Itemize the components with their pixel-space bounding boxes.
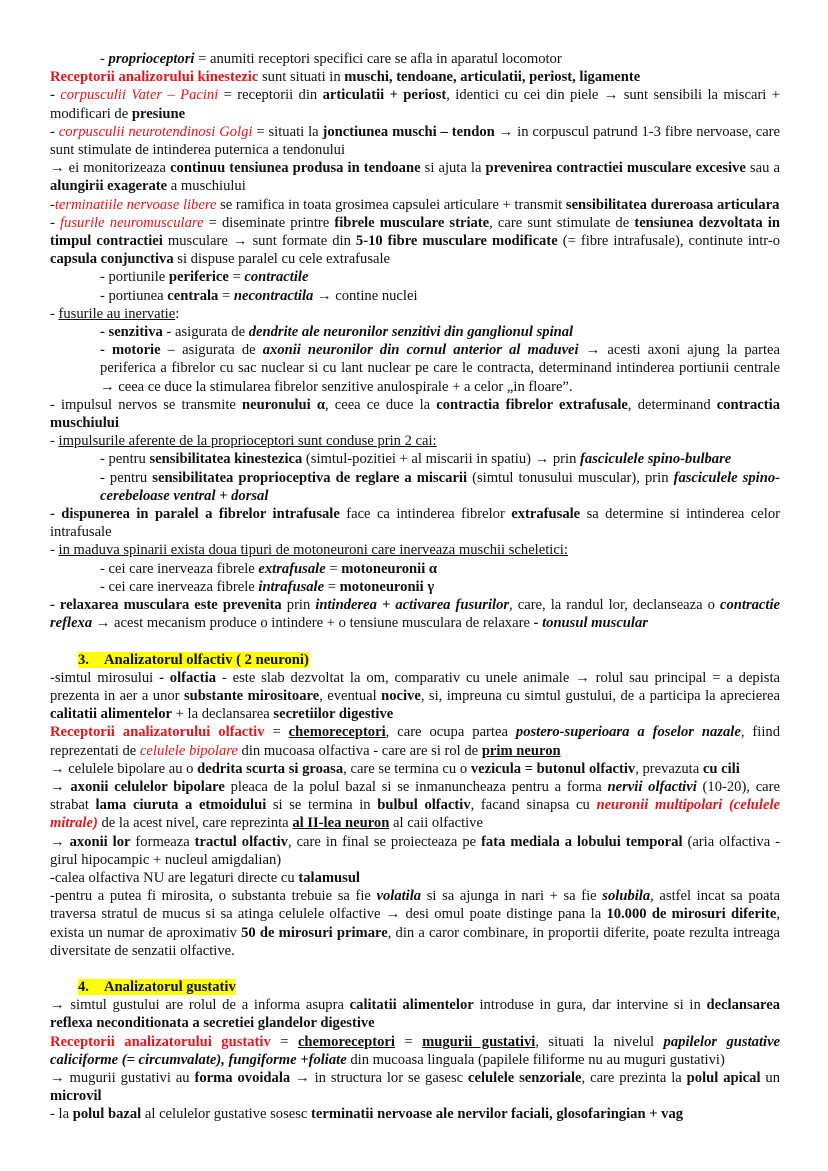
text-run: - (50, 305, 59, 322)
text-run: periferice (168, 269, 229, 286)
text-run: tractul olfactiv (194, 833, 288, 850)
text-run: sunt situati in (258, 69, 345, 86)
text-run: - motorie (100, 342, 161, 359)
text-run: , fiind reprezentati de (50, 724, 780, 759)
text-run: - (100, 51, 109, 67)
text-run: contractie reflexa (50, 597, 780, 632)
text-run: , determinand (627, 396, 717, 413)
text-run: , facand sinapsa cu (470, 797, 597, 814)
paragraph (50, 159, 780, 195)
text-run: sa determine si intinderea celor intrafusale (50, 506, 780, 541)
highlighted-heading (78, 652, 309, 668)
text-run: sensibilitatea proprioceptiva de reglare a miscarii (152, 469, 468, 486)
paragraph (50, 123, 780, 159)
paragraph (50, 1069, 780, 1105)
text-run: secretiilor digestive (273, 706, 394, 723)
text-run: Receptorii analizatorului gustativ (50, 1033, 271, 1050)
text-run: , care ocupa partea (385, 724, 516, 741)
paragraph (50, 596, 780, 632)
heading-title: Analizatorul olfactiv ( 2 neuroni) (104, 651, 309, 668)
text-run: mugurii gustativi (422, 1033, 536, 1050)
paragraph (50, 305, 780, 323)
heading-title: Analizatorul gustativ (104, 978, 236, 995)
text-run: , care se termina cu o (343, 760, 471, 777)
text-run: tensiunea dezvoltata in timpul contractiei (50, 214, 780, 250)
text-run: un (760, 1069, 781, 1086)
text-run: vezicula = butonul olfactiv (470, 760, 636, 777)
text-run: , care sunt stimulate de (489, 214, 635, 231)
text-run: 5-10 fibre musculare modificate (355, 233, 558, 250)
text-run: solubila (602, 888, 651, 905)
text-run: -calea olfactiva NU are legaturi directe cu (50, 869, 299, 886)
text-run: microvil (50, 1088, 102, 1105)
text-run: substante mirositoare (183, 687, 320, 704)
text-run: - (50, 123, 59, 140)
text-run: din mucoasa linguala (papilele filiforme nu au muguri gustativi) (346, 1051, 725, 1068)
text-run: sensibilitatea kinestezica (149, 451, 303, 468)
text-run: - portiunea (100, 287, 168, 304)
text-run: cu cili (702, 760, 740, 777)
paragraph (50, 760, 780, 778)
text-run: , care in final se proiecteaza pe (287, 833, 482, 850)
text-run: neuronii multipolari (celulele mitrale) (50, 797, 780, 832)
text-run: volatila (376, 888, 422, 905)
text-run: - pentru (100, 451, 150, 468)
text-run: - (50, 542, 59, 559)
text-run: jonctiunea muschi – tendon (322, 123, 495, 140)
text-run: fata mediala a lobului temporal (481, 833, 683, 850)
text-run: , situati la nivelul (535, 1033, 664, 1050)
text-run: lama ciuruta a etmoidului (95, 797, 267, 814)
text-run: → in corpuscul patrund 1-3 fibre nervoase, care sunt stimulate de intinderea puternica a tendonului (50, 123, 781, 159)
text-run: - este slab dezvoltat la om, comparativ cu unele animale → rolul sau principal = a depista prezenta in aer a unor (50, 669, 780, 704)
text-run: al caii olfactive (389, 815, 483, 832)
heading-number: 3. (78, 651, 89, 668)
text-run: chemoreceptori (297, 1033, 395, 1050)
paragraph (50, 396, 780, 432)
text-run: : (175, 305, 180, 322)
section-heading (50, 651, 780, 669)
text-run: nocive (381, 687, 421, 704)
text-run: al II-lea neuron (292, 815, 390, 832)
text-run: sensibilitatea dureroasa articulara (565, 196, 780, 213)
text-run: = (228, 269, 245, 286)
text-run: , exista un numar de aproximativ (50, 906, 780, 941)
paragraph (50, 432, 780, 450)
text-run: – asigurata de (160, 342, 263, 359)
text-run: - (50, 196, 55, 213)
text-run: continuu tensiunea produsa in tendoane (170, 160, 421, 177)
text-run: calitatii alimentelor (50, 706, 172, 723)
text-run: , identici cu cei din piele → sunt sensibili la miscari + modificari de (50, 87, 780, 122)
text-run: contractile (244, 269, 309, 286)
text-run: → mugurii gustativi au (50, 1069, 195, 1086)
text-run: pleaca de la polul bazal si se inmanuncheaza pentru a forma (224, 778, 608, 795)
text-run: intinderea + activarea fusurilor (315, 597, 510, 614)
text-run: forma ovoidala (194, 1069, 291, 1086)
text-run: - (50, 433, 59, 450)
text-run: se ramifica in toata grosimea capsulei articulare + transmit (216, 196, 566, 213)
text-run: → simtul gustului are rolul de a informa asupra (50, 997, 350, 1014)
text-run: - portiunile (100, 269, 169, 286)
paragraph (50, 196, 780, 214)
text-run: - impulsul nervos se transmite (50, 396, 242, 413)
indented-paragraph (50, 560, 780, 578)
text-run: papilelor gustative caliciforme (= circumvalate), fungiforme +foliate (50, 1033, 781, 1068)
paragraph (50, 214, 780, 269)
text-run: polul bazal (72, 1106, 142, 1123)
text-run: , care prezinta la (581, 1069, 687, 1086)
text-run: Receptorii analizorului kinestezic (50, 69, 259, 86)
text-run: dendrite ale neuronilor senzitivi din ganglionul spinal (248, 324, 574, 341)
text-run: fusurile neuromusculare (60, 214, 204, 231)
text-run: fasciculele spino-bulbare (580, 451, 732, 468)
text-run: talamusul (298, 869, 360, 886)
paragraph (50, 1105, 780, 1123)
indented-paragraph (50, 323, 780, 341)
text-run: proprioceptori (108, 51, 195, 67)
text-run: axonii celulelor bipolare (70, 778, 225, 795)
text-run: si se termina in (266, 797, 378, 814)
text-run: = anumiti receptori specifici care se afla in aparatul locomotor (194, 51, 562, 67)
text-run: - senzitiva (100, 324, 163, 341)
text-run: si dispuse paralel cu cele extrafusale (173, 251, 391, 268)
text-run: celulele senzoriale (468, 1069, 582, 1086)
text-run: calitatii alimentelor (349, 997, 474, 1014)
text-run: = situati la (252, 123, 323, 140)
text-run: terminatii nervoase ale nervilor faciali, glosofaringian + vag (311, 1106, 684, 1123)
text-run: si ajuta la (420, 160, 486, 177)
paragraph (50, 778, 780, 833)
text-run: alungirii exagerate (50, 178, 168, 195)
text-run: → ei monitorizeaza (50, 160, 171, 177)
text-run: - tonusul muscular (533, 615, 648, 632)
paragraph (50, 505, 780, 541)
indented-paragraph (50, 287, 780, 305)
text-run: declansarea reflexa neconditionata a secretiei glandelor digestive (50, 997, 780, 1032)
text-run: → (50, 778, 71, 795)
text-run: de la acest nivel, care reprezinta (97, 815, 293, 832)
text-run: dedrita scurta si groasa (197, 760, 344, 777)
text-run: - relaxarea musculara este prevenita (50, 597, 282, 614)
text-run: , astfel incat sa poata traversa stratul de mucus si sa atinga celulele olfactive → desi omul poate distinge pana la (50, 888, 781, 923)
text-run: = receptorii din (218, 87, 323, 104)
paragraph (50, 869, 780, 887)
text-run: → in structura lor se gasesc (290, 1069, 469, 1086)
text-run: - asigurata de (162, 324, 249, 341)
text-run: - cei care inerveaza fibrele (100, 578, 259, 595)
text-run: formeaza (130, 833, 195, 850)
text-run: al celulelor gustative sosesc (141, 1106, 312, 1123)
text-run: introduse in gura, dar intervine si in (473, 997, 707, 1014)
heading-number: 4. (78, 978, 89, 995)
text-run: = (325, 560, 342, 577)
text-run: → acesti axoni ajung la partea periferica a fibrelor cu sac nuclear si cu lant nuclear pe care le contracta, determinand intinderea portiunii centrale → ceea ce duce la stimularea fibrelor senzitive anulospirale + a celor „in floare”. (100, 342, 780, 395)
paragraph (50, 541, 780, 559)
paragraph (50, 996, 780, 1032)
text-run: muschi, tendoane, articulatii, periost, ligamente (344, 69, 641, 86)
text-run: prevenirea contractiei musculare excesive (485, 160, 746, 177)
text-run: -simtul mirosului (50, 669, 160, 686)
text-run: + la declansarea (171, 706, 274, 723)
indented-paragraph (50, 50, 780, 68)
text-run: fibrele musculare striate (334, 214, 490, 231)
text-run: presiune (131, 105, 186, 122)
text-run: = (264, 724, 289, 741)
text-run: fusurile au inervatie (58, 305, 176, 322)
text-run: , din a caror combinare, in proportii diferite, poate rezulta intreaga diversitate de senzatii olfactive. (50, 924, 780, 959)
text-run: terminatiile nervoase libere (54, 196, 217, 213)
text-run: chemoreceptori (288, 724, 386, 741)
paragraph (50, 723, 780, 759)
text-run: axonii neuronilor din cornul anterior al maduvei (262, 342, 579, 359)
text-run: postero-superioara a foselor nazale (515, 724, 741, 741)
text-run: motoneuronii γ (339, 578, 435, 595)
text-run: intrafusale (258, 578, 325, 595)
text-run: - olfactia (159, 669, 216, 686)
paragraph (50, 1033, 780, 1069)
text-run: = diseminate printre (203, 214, 335, 231)
indented-paragraph (50, 268, 780, 286)
paragraph (50, 68, 780, 86)
text-run: - la (50, 1106, 73, 1123)
text-run: in maduva spinarii exista doua tipuri de motoneuroni care inerveaza muschii scheletici: (58, 542, 568, 559)
paragraph (50, 833, 780, 869)
text-run: 50 de mirosuri primare (241, 924, 388, 941)
text-run: bulbul olfactiv (377, 797, 471, 814)
text-run: , care, la randul lor, declanseaza o (509, 597, 720, 614)
text-run: sau a (745, 160, 780, 177)
text-run: - (50, 214, 60, 231)
text-run: - (50, 87, 61, 104)
paragraph (50, 86, 780, 122)
text-run: (aria olfactiva - girul hipocampic + nucleul amigdalian) (50, 833, 781, 868)
text-run: (simtul-pozitiei + al miscarii in spatiu) → prin (302, 451, 581, 468)
text-run: articulatii + periost (322, 87, 447, 104)
text-run: extrafusale (511, 506, 581, 523)
text-run: musculare → sunt formate din (162, 233, 356, 250)
text-run: - dispunerea in paralel a fibrelor intrafusale (50, 506, 340, 523)
text-run: face ca intinderea fibrelor (339, 506, 512, 523)
text-run: contractia fibrelor extrafusale (436, 396, 628, 413)
text-run: extrafusale (258, 560, 326, 577)
indented-paragraph (50, 341, 780, 396)
text-run: (= fibre intrafusale), continute intr-o (557, 233, 780, 250)
text-run: (10-20), care strabat (50, 778, 781, 814)
text-run: Receptorii analizatorului olfactiv (50, 724, 265, 741)
indented-paragraph (50, 578, 780, 596)
text-run: capsula conjunctiva (50, 251, 174, 268)
paragraph (50, 887, 780, 960)
text-run: = (394, 1033, 423, 1050)
text-run: necontractila (233, 287, 314, 304)
text-run: fasciculele spino-cerebeloase ventral + dorsal (100, 469, 780, 504)
paragraph (50, 669, 780, 724)
text-run: = (324, 578, 340, 595)
text-run: a muschiului (167, 178, 246, 195)
text-run: , prevazuta (635, 760, 703, 777)
text-run: - pentru (100, 469, 153, 486)
text-run: → celulele bipolare au o (50, 760, 198, 777)
text-run: → (50, 833, 70, 850)
indented-paragraph (50, 450, 780, 468)
text-run: centrala (167, 287, 219, 304)
text-run: prim neuron (481, 742, 561, 759)
text-run: neuronului α (242, 396, 325, 413)
text-run: motoneuronii α (341, 560, 438, 577)
text-run: prin (281, 597, 316, 614)
text-run: celulele bipolare (139, 742, 238, 759)
text-run: axonii lor (69, 833, 131, 850)
text-run: corpusculii Vater – Pacini (60, 87, 219, 104)
text-run: contractia muschiului (50, 396, 780, 432)
text-run: → contine nuclei (313, 287, 418, 304)
text-run: -pentru a putea fi mirosita, o substanta trebuie sa fie (50, 888, 377, 905)
text-run: → acest mecanism produce o intindere + o tensiune musculara de relaxare (92, 615, 534, 632)
text-run: = (270, 1033, 298, 1050)
text-run: , ceea ce duce la (324, 396, 437, 413)
text-run: polul apical (686, 1069, 761, 1086)
section-heading (50, 978, 780, 996)
highlighted-heading (78, 979, 236, 995)
text-run: nervii olfactivi (607, 778, 697, 795)
text-run: 10.000 de mirosuri diferite (606, 906, 777, 923)
text-run: , eventual (319, 687, 382, 704)
text-run: impulsurile aferente de la proprioceptori sunt conduse prin 2 cai: (58, 433, 437, 450)
text-run: din mucoasa olfactiva - care are si rol de (237, 742, 482, 759)
indented-paragraph (50, 469, 780, 505)
text-run: = (218, 287, 234, 304)
text-run: corpusculii neurotendinosi Golgi (58, 123, 253, 140)
text-run: (simtul tonusului muscular), prin (467, 469, 674, 486)
text-run: , si, impreuna cu simtul gustului, de a participa la aprecierea (420, 687, 780, 704)
text-run: - cei care inerveaza fibrele (100, 560, 259, 577)
text-run: si sa ajunga in nari + sa fie (421, 888, 603, 905)
